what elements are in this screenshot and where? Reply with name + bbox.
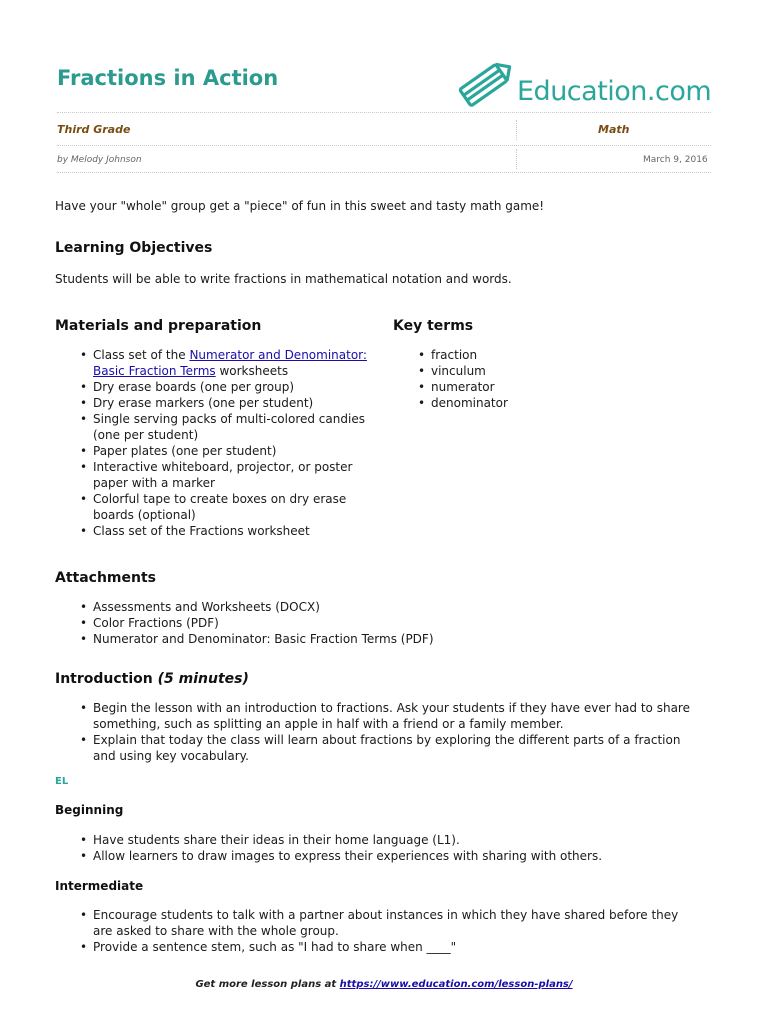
subject-label: Math (598, 123, 630, 136)
meta-divider-end (57, 172, 711, 173)
list-item: • Dry erase boards (one per group) (75, 379, 375, 395)
list-item: • Have students share their ideas in their home language (L1). (75, 832, 695, 848)
intermediate-list (75, 907, 695, 955)
list-item: • Begin the lesson with an introduction to fractions. Ask your students if they have ever had to share something, such as splitting an apple in half with a friend or a family member. (75, 700, 695, 732)
materials-list (75, 347, 375, 539)
list-item: • fraction (413, 347, 613, 363)
intro-text: Have your "whole" group get a "piece" of fun in this sweet and tasty math game! (55, 199, 545, 213)
list-item: • Paper plates (one per student) (75, 443, 375, 459)
list-item: • denominator (413, 395, 613, 411)
introduction-duration: (5 minutes) (157, 671, 249, 687)
introduction-list (75, 700, 695, 764)
materials-heading: Materials and preparation (55, 318, 262, 334)
introduction-title: Introduction (55, 671, 158, 687)
page-title: Fractions in Action (57, 66, 279, 90)
list-item: • Interactive whiteboard, projector, or poster paper with a marker (75, 459, 375, 491)
attachment-item[interactable]: • Numerator and Denominator: Basic Fraction Terms (PDF) (75, 631, 675, 647)
pencil-logo-icon (455, 54, 515, 114)
grade-label: Third Grade (57, 123, 131, 136)
meta-divider-2 (516, 149, 517, 169)
footer (0, 979, 768, 990)
beginning-list (75, 832, 695, 864)
key-terms-list (413, 347, 613, 411)
list-item: • Encourage students to talk with a partner about instances in which they have shared before they are asked to share with the whole group. (75, 907, 695, 939)
el-tag: EL (55, 776, 69, 787)
author-label: by Melody Johnson (57, 155, 142, 165)
key-terms-heading: Key terms (393, 318, 474, 334)
meta-divider-bottom (57, 145, 711, 146)
footer-text: Get more lesson plans at (195, 979, 340, 990)
list-item: • Colorful tape to create boxes on dry erase boards (optional) (75, 491, 375, 523)
list-item: • Class set of the Fractions worksheet (75, 523, 375, 539)
list-item: • Explain that today the class will learn about fractions by exploring the different parts of a fraction and using key vocabulary. (75, 732, 695, 764)
lesson-plans-link[interactable]: https://www.education.com/lesson-plans/ (339, 979, 573, 990)
logo-text: Education.com (517, 76, 712, 107)
list-item: • Provide a sentence stem, such as "I had to share when ____" (75, 939, 695, 955)
attachment-item[interactable]: • Color Fractions (PDF) (75, 615, 675, 631)
attachments-heading: Attachments (55, 570, 157, 586)
list-item (75, 347, 375, 379)
attachment-item[interactable]: • Assessments and Worksheets (DOCX) (75, 599, 675, 615)
header-divider (57, 112, 711, 113)
material-prefix: Class set of the (93, 348, 190, 362)
beginning-heading: Beginning (55, 803, 124, 817)
date-label: March 9, 2016 (643, 155, 708, 165)
numerator-denominator-link[interactable]: Numerator and Denominator: Basic Fraction Terms (93, 348, 367, 378)
list-item: • Single serving packs of multi-colored candies (one per student) (75, 411, 375, 443)
list-item: • numerator (413, 379, 613, 395)
attachments-list (75, 599, 675, 647)
list-item: • vinculum (413, 363, 613, 379)
education-com-logo[interactable] (455, 54, 715, 114)
objectives-text: Students will be able to write fractions in mathematical notation and words. (55, 272, 512, 286)
material-suffix: worksheets (215, 364, 289, 378)
intermediate-heading: Intermediate (55, 879, 144, 893)
introduction-heading (55, 671, 249, 687)
list-item: • Dry erase markers (one per student) (75, 395, 375, 411)
meta-divider (516, 120, 517, 140)
list-item: • Allow learners to draw images to express their experiences with sharing with others. (75, 848, 695, 864)
objectives-heading: Learning Objectives (55, 240, 213, 256)
